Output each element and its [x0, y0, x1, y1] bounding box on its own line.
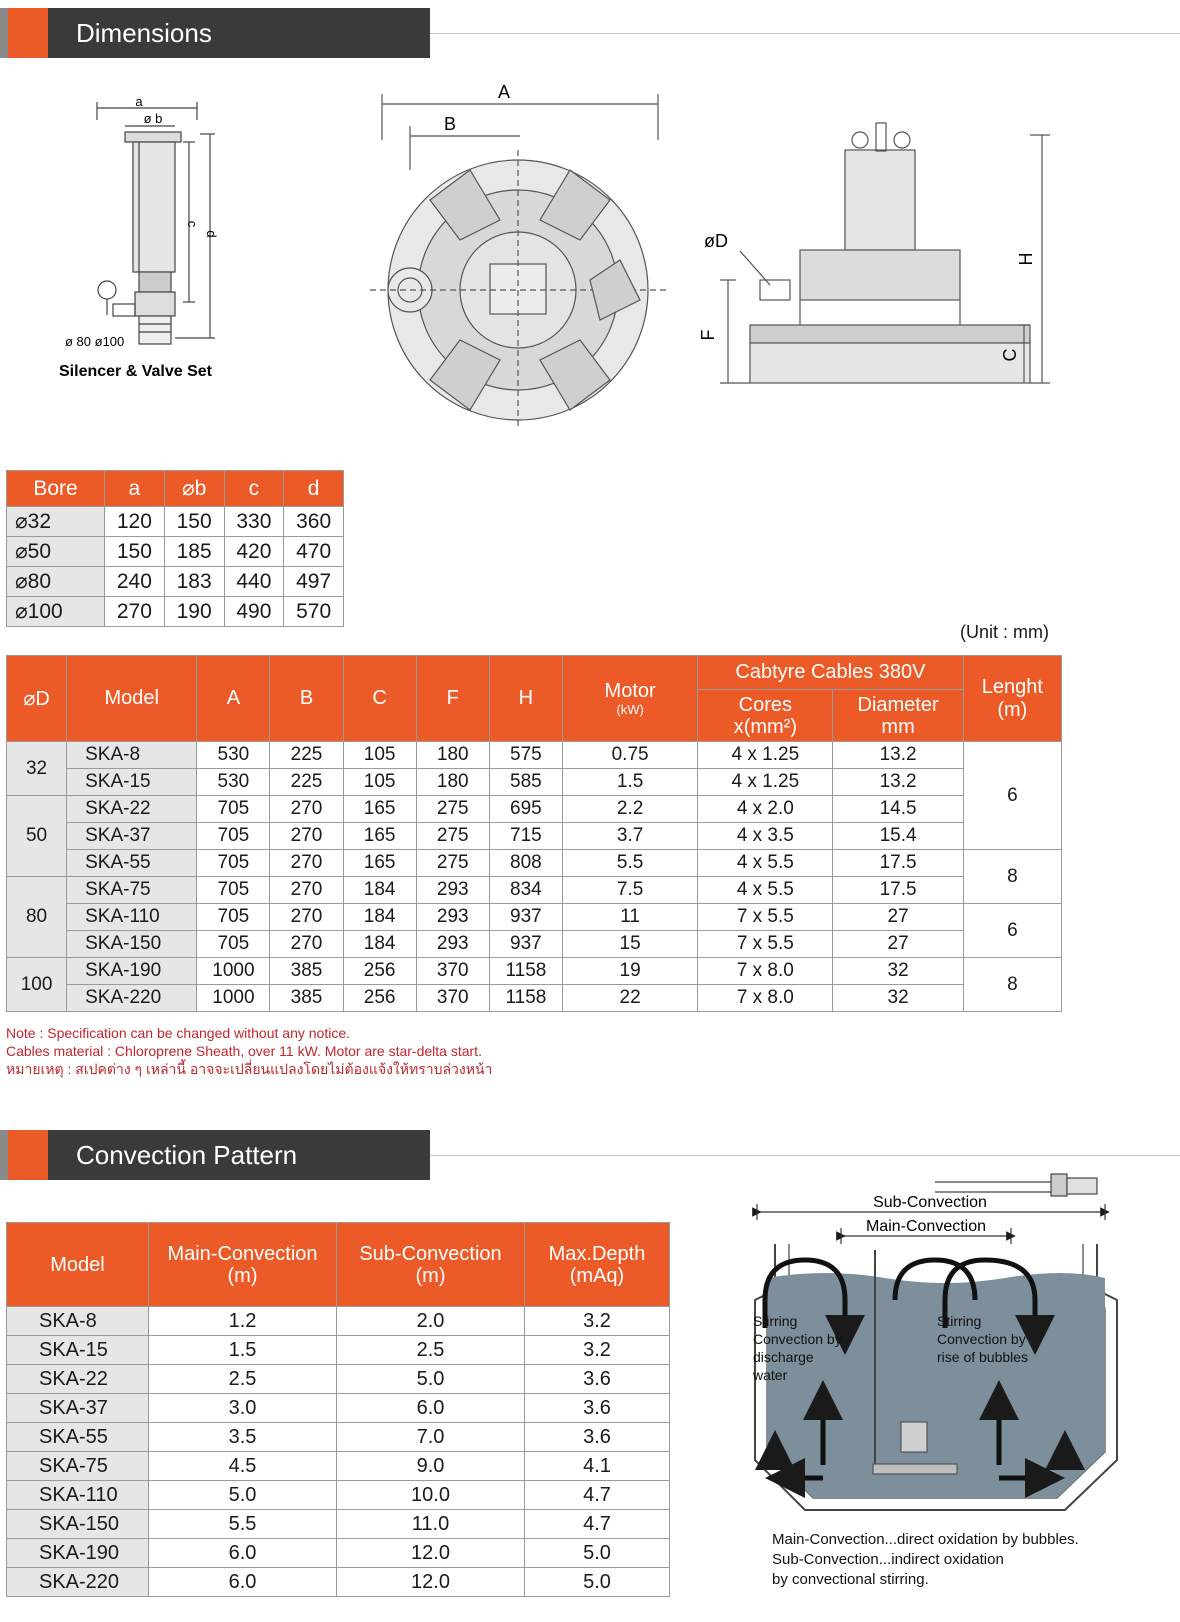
label-F: F: [698, 329, 718, 341]
spec-cell: 270: [270, 877, 343, 904]
spec-cell: 105: [343, 769, 416, 796]
spec-cell: 1.5: [562, 769, 697, 796]
conv-cell: 3.2: [525, 1307, 670, 1336]
spec-cell: 293: [416, 931, 489, 958]
note-line: Cables material : Chloroprene Sheath, over 11 kW. Motor are star-delta start.: [6, 1043, 482, 1059]
length-label: Lenght: [981, 675, 1043, 698]
spec-cell: 184: [343, 931, 416, 958]
length-unit: (m): [997, 698, 1028, 721]
spec-cell: 184: [343, 904, 416, 931]
main-convection-label: Main-Convection: [865, 1218, 987, 1235]
model-cell: SKA-190: [7, 1539, 149, 1568]
header-c: C: [343, 656, 416, 742]
model-cell: SKA-150: [7, 1510, 149, 1539]
bore-cell: 190: [164, 597, 224, 627]
conv-cell: 5.0: [525, 1568, 670, 1597]
header-h: H: [489, 656, 562, 742]
header-length: [963, 656, 1061, 742]
table-row: [7, 1365, 670, 1394]
spec-cell: 5.5: [562, 850, 697, 877]
conv-cell: 4.5: [149, 1452, 337, 1481]
spec-cell: 834: [489, 877, 562, 904]
spec-cell: 4 x 1.25: [698, 769, 833, 796]
conv-cell: 3.2: [525, 1336, 670, 1365]
bore-table: [6, 470, 344, 627]
spec-cell: 270: [270, 931, 343, 958]
bore-header: ⌀b: [164, 471, 224, 507]
table-row: [7, 877, 1062, 904]
spec-cell: 275: [416, 823, 489, 850]
spec-cell: 937: [489, 904, 562, 931]
spec-cell: 256: [343, 985, 416, 1012]
spec-cell: 705: [197, 904, 270, 931]
spec-cell: 15: [562, 931, 697, 958]
model-cell: SKA-55: [7, 1423, 149, 1452]
model-cell: SKA-110: [7, 1481, 149, 1510]
header-f: F: [416, 656, 489, 742]
table-row: [7, 1423, 670, 1452]
diameter-label: Diameter: [857, 693, 939, 716]
spec-cell: 1000: [197, 985, 270, 1012]
spec-cell: 4 x 5.5: [698, 850, 833, 877]
label-H: H: [1016, 252, 1036, 266]
spec-cell: 15.4: [833, 823, 963, 850]
spec-cell: 270: [270, 796, 343, 823]
spec-cell: 27: [833, 904, 963, 931]
header-cores: [698, 690, 833, 742]
motor-unit: (kW): [616, 702, 644, 717]
bore-cell: 420: [224, 537, 284, 567]
table-row: [7, 931, 1062, 958]
table-row: [7, 796, 1062, 823]
spec-cell: 695: [489, 796, 562, 823]
spec-cell: 17.5: [833, 850, 963, 877]
conv-cell: 12.0: [337, 1539, 525, 1568]
conv-cell: 5.0: [337, 1365, 525, 1394]
header-grey-bar: [0, 8, 8, 58]
length-cell: 6: [963, 904, 1061, 958]
model-cell: SKA-220: [7, 1568, 149, 1597]
label-c: c: [185, 220, 200, 228]
conv-cell: 2.0: [337, 1307, 525, 1336]
label-D: øD: [704, 231, 728, 251]
spec-cell: 14.5: [833, 796, 963, 823]
bore-cell: 150: [164, 507, 224, 537]
spec-cell: 270: [270, 850, 343, 877]
spec-cell: 32: [833, 985, 963, 1012]
spec-cell: 17.5: [833, 877, 963, 904]
header-model: Model: [67, 656, 197, 742]
spec-cell: 180: [416, 742, 489, 769]
unit-label: (Unit : mm): [960, 622, 1049, 642]
header-orange-bar: [8, 8, 48, 58]
dimensions-title: Dimensions: [76, 18, 212, 48]
bore-header: Bore: [7, 471, 105, 507]
notes: [6, 1024, 492, 1078]
conv-cell: 4.1: [525, 1452, 670, 1481]
spec-cell: 370: [416, 985, 489, 1012]
table-row: [7, 742, 1062, 769]
spec-cell: 1158: [489, 985, 562, 1012]
header-cables: Cabtyre Cables 380V: [698, 656, 963, 690]
header-a: A: [197, 656, 270, 742]
model-cell: SKA-37: [67, 823, 197, 850]
left-text-line: Convection by: [753, 1331, 842, 1347]
bore-cell: 497: [284, 567, 344, 597]
table-row: [7, 1336, 670, 1365]
model-cell: SKA-150: [67, 931, 197, 958]
conv-cell: 6.0: [337, 1394, 525, 1423]
caption-line: Sub-Convection...indirect oxidation: [772, 1551, 1004, 1568]
spec-cell: 7 x 5.5: [698, 904, 833, 931]
caption-line: by convectional stirring.: [772, 1571, 929, 1588]
header-line: Max.Depth: [548, 1242, 646, 1265]
conv-cell: 3.0: [149, 1394, 337, 1423]
spec-cell: 530: [197, 742, 270, 769]
table-row: [7, 1307, 670, 1336]
conv-cell: 6.0: [149, 1568, 337, 1597]
conv-cell: 4.7: [525, 1510, 670, 1539]
bore-cell: 330: [224, 507, 284, 537]
table-row: [7, 1568, 670, 1597]
conv-cell: 6.0: [149, 1539, 337, 1568]
spec-cell: 705: [197, 931, 270, 958]
header-model: Model: [7, 1223, 149, 1307]
cores-unit: x(mm²): [733, 715, 797, 738]
header-line: (mAq): [569, 1264, 625, 1287]
right-text-line: Stirring: [937, 1313, 982, 1329]
convection-title: Convection Pattern: [76, 1140, 298, 1170]
conv-cell: 5.0: [525, 1539, 670, 1568]
header-motor: [562, 656, 697, 742]
spec-cell: 1158: [489, 958, 562, 985]
spec-cell: 27: [833, 931, 963, 958]
table-row: [7, 985, 1062, 1012]
table-row: [7, 1394, 670, 1423]
header-line: Main-Convection: [167, 1242, 318, 1265]
motor-label: Motor: [604, 680, 656, 702]
header-main-convection: [149, 1223, 337, 1307]
spec-cell: 184: [343, 877, 416, 904]
length-cell: 6: [963, 742, 1061, 850]
header-orange-bar: [8, 1130, 48, 1180]
model-cell: SKA-8: [67, 742, 197, 769]
model-cell: SKA-15: [67, 769, 197, 796]
model-cell: SKA-37: [7, 1394, 149, 1423]
bore-cell: 150: [105, 537, 165, 567]
table-row: [7, 537, 344, 567]
bore-cell: 470: [284, 537, 344, 567]
conv-cell: 1.5: [149, 1336, 337, 1365]
bore-cell: ⌀32: [7, 507, 105, 537]
bore-cell: 490: [224, 597, 284, 627]
spec-cell: 165: [343, 823, 416, 850]
table-row: [7, 850, 1062, 877]
spec-cell: 32: [833, 958, 963, 985]
spec-cell: 270: [270, 823, 343, 850]
conv-cell: 3.6: [525, 1423, 670, 1452]
spec-cell: 13.2: [833, 742, 963, 769]
bore-header: d: [284, 471, 344, 507]
header-b: B: [270, 656, 343, 742]
label-C: C: [1000, 348, 1020, 362]
table-row: [7, 769, 1062, 796]
spec-cell: 225: [270, 742, 343, 769]
table-row: [7, 1481, 670, 1510]
model-cell: SKA-55: [67, 850, 197, 877]
table-row: [7, 567, 344, 597]
bore-cell: 270: [105, 597, 165, 627]
spec-cell: 705: [197, 823, 270, 850]
label-b: ø b: [143, 111, 163, 126]
conv-cell: 1.2: [149, 1307, 337, 1336]
table-row: [7, 597, 344, 627]
group-d: 32: [7, 742, 67, 796]
model-cell: SKA-8: [7, 1307, 149, 1336]
convection-table: [6, 1222, 670, 1597]
spec-cell: 13.2: [833, 769, 963, 796]
label-B: B: [443, 114, 457, 134]
conv-cell: 7.0: [337, 1423, 525, 1452]
conv-cell: 10.0: [337, 1481, 525, 1510]
model-cell: SKA-75: [67, 877, 197, 904]
table-row: [7, 1452, 670, 1481]
conv-cell: 2.5: [149, 1365, 337, 1394]
spec-cell: 275: [416, 850, 489, 877]
spec-cell: 19: [562, 958, 697, 985]
conv-cell: 3.5: [149, 1423, 337, 1452]
bore-cell: 120: [105, 507, 165, 537]
spec-cell: 256: [343, 958, 416, 985]
bore-cell: ⌀50: [7, 537, 105, 567]
conv-cell: 3.6: [525, 1394, 670, 1423]
header-d: ⌀D: [7, 656, 67, 742]
model-cell: SKA-15: [7, 1336, 149, 1365]
side-view-drawing: [680, 115, 1080, 405]
spec-cell: 293: [416, 904, 489, 931]
left-text-line: discharge: [753, 1349, 814, 1365]
label-bottom: ø 80 ø100: [65, 334, 125, 349]
spec-cell: 808: [489, 850, 562, 877]
bore-cell: 360: [284, 507, 344, 537]
model-cell: SKA-22: [7, 1365, 149, 1394]
table-row: [7, 958, 1062, 985]
bore-header: c: [224, 471, 284, 507]
table-row: [7, 904, 1062, 931]
spec-cell: 165: [343, 796, 416, 823]
bore-header: a: [105, 471, 165, 507]
group-d: 50: [7, 796, 67, 877]
spec-cell: 270: [270, 904, 343, 931]
spec-cell: 705: [197, 796, 270, 823]
spec-cell: 1000: [197, 958, 270, 985]
bore-cell: 240: [105, 567, 165, 597]
convection-header-row: [7, 1223, 670, 1307]
spec-cell: 4 x 3.5: [698, 823, 833, 850]
header-grey-bar: [0, 1130, 8, 1180]
header-max-depth: [525, 1223, 670, 1307]
spec-cell: 705: [197, 877, 270, 904]
bore-cell: 185: [164, 537, 224, 567]
right-text-line: Convection by: [937, 1331, 1026, 1347]
table-row: [7, 507, 344, 537]
spec-cell: 385: [270, 958, 343, 985]
length-cell: 8: [963, 958, 1061, 1012]
spec-cell: 4 x 2.0: [698, 796, 833, 823]
header-line: (m): [227, 1264, 258, 1287]
label-a: a: [135, 94, 143, 109]
header-diameter: [833, 690, 963, 742]
left-text-line: Stirring: [753, 1313, 798, 1329]
group-d: 100: [7, 958, 67, 1012]
label-A: A: [497, 82, 511, 102]
conv-cell: 5.0: [149, 1481, 337, 1510]
model-cell: SKA-110: [67, 904, 197, 931]
spec-cell: 3.7: [562, 823, 697, 850]
silencer-valve-drawing: [55, 90, 245, 390]
spec-cell: 225: [270, 769, 343, 796]
spec-table: [6, 655, 1062, 1012]
table-row: [7, 1539, 670, 1568]
spec-cell: 370: [416, 958, 489, 985]
header-line: (m): [415, 1264, 446, 1287]
spec-cell: 180: [416, 769, 489, 796]
bore-cell: ⌀80: [7, 567, 105, 597]
bore-cell: ⌀100: [7, 597, 105, 627]
dimensions-header: [0, 8, 1180, 58]
header-line: Sub-Convection: [359, 1242, 502, 1265]
convection-diagram: [745, 1160, 1125, 1530]
conv-cell: 2.5: [337, 1336, 525, 1365]
diameter-unit: mm: [881, 715, 915, 738]
left-text-line: water: [753, 1367, 788, 1383]
bore-cell: 570: [284, 597, 344, 627]
label-d: d: [204, 230, 219, 238]
spec-cell: 7 x 5.5: [698, 931, 833, 958]
spec-cell: 705: [197, 850, 270, 877]
sub-convection-label: Sub-Convection: [873, 1194, 987, 1211]
spec-cell: 4 x 1.25: [698, 742, 833, 769]
header-rule: [430, 1155, 1180, 1156]
spec-cell: 4 x 5.5: [698, 877, 833, 904]
spec-cell: 7.5: [562, 877, 697, 904]
top-view-drawing: [370, 80, 670, 440]
model-cell: SKA-220: [67, 985, 197, 1012]
cores-label: Cores: [738, 693, 793, 716]
conv-cell: 9.0: [337, 1452, 525, 1481]
group-d: 80: [7, 877, 67, 958]
bore-cell: 183: [164, 567, 224, 597]
spec-cell: 575: [489, 742, 562, 769]
bore-cell: 440: [224, 567, 284, 597]
spec-cell: 937: [489, 931, 562, 958]
spec-cell: 165: [343, 850, 416, 877]
spec-cell: 293: [416, 877, 489, 904]
caption-line: Main-Convection...direct oxidation by bubbles.: [772, 1531, 1079, 1548]
spec-cell: 105: [343, 742, 416, 769]
silencer-caption: Silencer & Valve Set: [59, 363, 212, 380]
conv-cell: 4.7: [525, 1481, 670, 1510]
spec-cell: 0.75: [562, 742, 697, 769]
conv-cell: 12.0: [337, 1568, 525, 1597]
note-line: Note : Specification can be changed without any notice.: [6, 1025, 350, 1041]
right-text-line: rise of bubbles: [937, 1349, 1029, 1365]
spec-cell: 7 x 8.0: [698, 985, 833, 1012]
table-row: [7, 823, 1062, 850]
table-row: [7, 1510, 670, 1539]
length-cell: 8: [963, 850, 1061, 904]
spec-cell: 275: [416, 796, 489, 823]
model-cell: SKA-22: [67, 796, 197, 823]
convection-caption: [772, 1530, 1079, 1590]
spec-cell: 22: [562, 985, 697, 1012]
spec-cell: 11: [562, 904, 697, 931]
model-cell: SKA-75: [7, 1452, 149, 1481]
conv-cell: 5.5: [149, 1510, 337, 1539]
spec-cell: 585: [489, 769, 562, 796]
spec-cell: 530: [197, 769, 270, 796]
spec-cell: 715: [489, 823, 562, 850]
model-cell: SKA-190: [67, 958, 197, 985]
conv-cell: 3.6: [525, 1365, 670, 1394]
header-rule: [430, 33, 1180, 34]
spec-cell: 2.2: [562, 796, 697, 823]
bore-header-row: [7, 471, 344, 507]
conv-cell: 11.0: [337, 1510, 525, 1539]
spec-cell: 385: [270, 985, 343, 1012]
spec-header-row: [7, 656, 1062, 690]
header-sub-convection: [337, 1223, 525, 1307]
spec-cell: 7 x 8.0: [698, 958, 833, 985]
note-line: หมายเหตุ : สเปคต่าง ๆ เหล่านี้ อาจจะเปลี่ยนแปลงโดยไม่ต้องแจ้งให้ทราบล่วงหน้า: [6, 1061, 493, 1077]
